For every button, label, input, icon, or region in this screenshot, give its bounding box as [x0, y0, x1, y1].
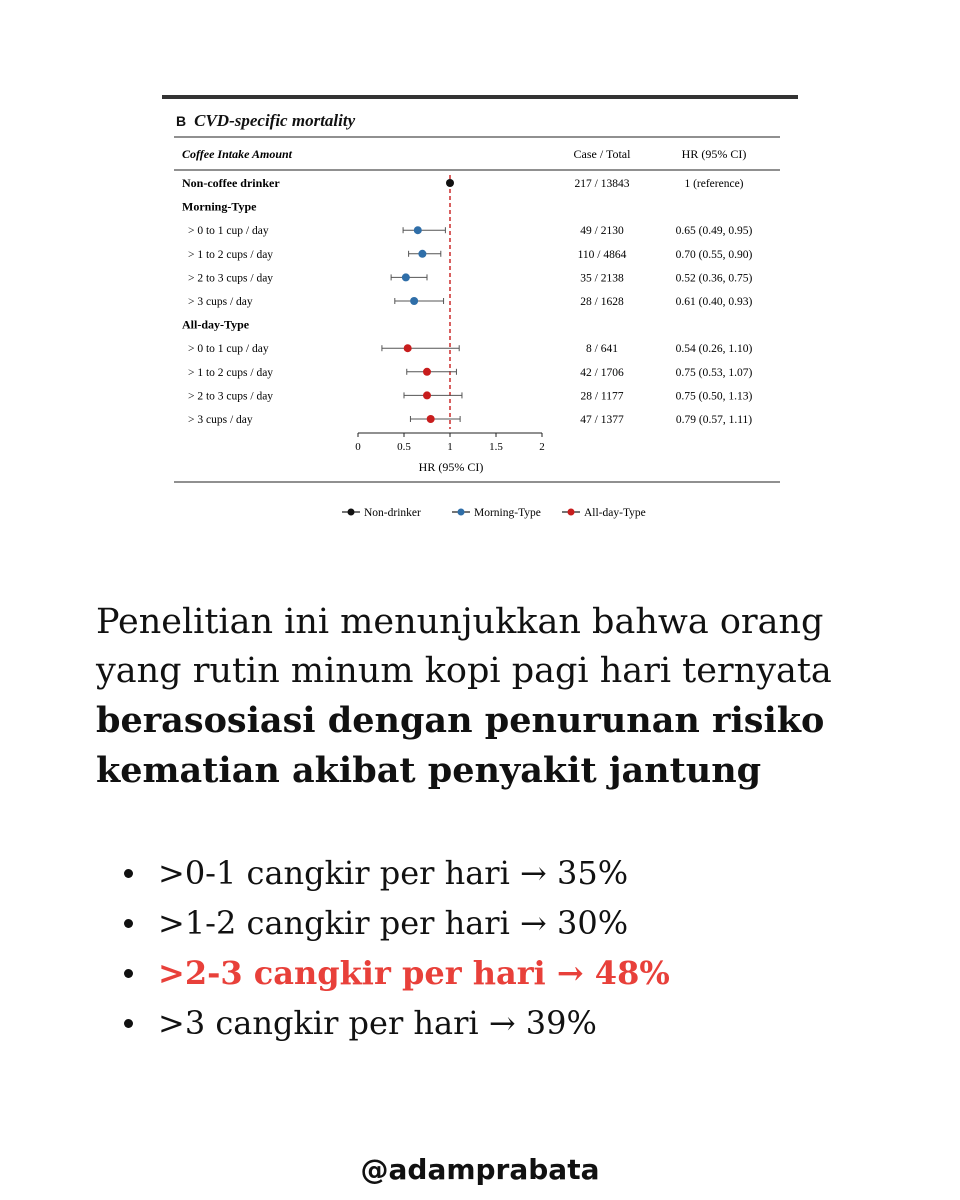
row-4-point-estimate	[402, 273, 410, 281]
row-8-case-total: 42 / 1706	[580, 366, 624, 379]
row-3-point-estimate	[418, 250, 426, 258]
row-7-case-total: 8 / 641	[586, 343, 618, 356]
x-axis-label: HR (95% CI)	[418, 460, 484, 474]
caption-bold-text: berasosiasi dengan penurunan risiko kematian akibat penyakit jantung	[96, 700, 825, 791]
author-handle: @adamprabata	[360, 1153, 600, 1186]
row-0-point-estimate	[446, 179, 454, 187]
row-5-hr-ci: 0.61 (0.40, 0.93)	[675, 296, 753, 308]
col-header-case: Case / Total	[573, 147, 631, 161]
x-tick-label-4: 2	[539, 441, 545, 453]
panel-letter: B	[176, 113, 187, 129]
panel-name: CVD-specific mortality	[194, 111, 356, 130]
row-7-label: > 0 to 1 cup / day	[188, 343, 269, 356]
col-header-label: Coffee Intake Amount	[182, 147, 293, 161]
row-2-case-total: 49 / 2130	[580, 225, 624, 238]
row-3-hr-ci: 0.70 (0.55, 0.90)	[675, 248, 753, 261]
bullet-item-3-plus: >3 cangkir per hari → 39%	[124, 998, 670, 1048]
row-8-hr-ci: 0.75 (0.53, 1.07)	[675, 366, 753, 379]
row-9-hr-ci: 0.75 (0.50, 1.13)	[675, 390, 753, 403]
x-tick-label-3: 1.5	[489, 441, 503, 453]
row-5-label: > 3 cups / day	[188, 296, 253, 308]
row-0-label: Non-coffee drinker	[182, 176, 280, 190]
bullet-item-2-3-highlighted: >2-3 cangkir per hari → 48%	[124, 948, 670, 998]
row-10-hr-ci: 0.79 (0.57, 1.11)	[675, 414, 753, 426]
row-9-point-estimate	[423, 391, 431, 399]
row-10-label: > 3 cups / day	[188, 414, 253, 426]
caption-paragraph	[96, 598, 896, 796]
row-8-label: > 1 to 2 cups / day	[188, 366, 274, 379]
row-8-point-estimate	[423, 368, 431, 376]
row-7-point-estimate	[404, 344, 412, 352]
row-2-point-estimate	[414, 226, 422, 234]
reduction-list	[124, 848, 670, 1048]
legend-label-morning: Morning-Type	[474, 507, 541, 519]
row-9-label: > 2 to 3 cups / day	[188, 390, 274, 403]
row-4-label: > 2 to 3 cups / day	[188, 272, 274, 285]
caption-normal-text: Penelitian ini menunjukkan bahwa orang yang rutin minum kopi pagi hari ternyata	[96, 602, 832, 691]
bullet-item-1-2: >1-2 cangkir per hari → 30%	[124, 898, 670, 948]
legend-label-non: Non-drinker	[364, 507, 421, 519]
row-7-hr-ci: 0.54 (0.26, 1.10)	[675, 343, 753, 356]
legend-label-allday: All-day-Type	[584, 507, 646, 519]
row-6-group-header: All-day-Type	[182, 317, 250, 332]
row-1-group-header: Morning-Type	[182, 199, 257, 214]
row-3-case-total: 110 / 4864	[577, 248, 627, 261]
row-5-point-estimate	[410, 297, 418, 305]
row-2-label: > 0 to 1 cup / day	[188, 225, 269, 238]
row-10-case-total: 47 / 1377	[580, 414, 624, 426]
legend-marker-morning	[458, 509, 465, 516]
legend-marker-allday	[568, 509, 575, 516]
row-0-hr-ci: 1 (reference)	[684, 178, 744, 190]
forest-plot-svg	[162, 95, 798, 535]
col-header-hr: HR (95% CI)	[681, 147, 747, 161]
row-4-case-total: 35 / 2138	[580, 272, 624, 285]
x-tick-label-0: 0	[355, 441, 361, 453]
row-10-point-estimate	[427, 415, 435, 423]
row-9-case-total: 28 / 1177	[580, 390, 624, 403]
forest-plot-figure	[162, 95, 798, 535]
row-2-hr-ci: 0.65 (0.49, 0.95)	[675, 225, 753, 238]
x-tick-label-2: 1	[447, 441, 453, 453]
bullet-item-0-1: >0-1 cangkir per hari → 35%	[124, 848, 670, 898]
row-0-case-total: 217 / 13843	[574, 178, 630, 190]
row-5-case-total: 28 / 1628	[580, 296, 624, 308]
row-4-hr-ci: 0.52 (0.36, 0.75)	[675, 272, 753, 285]
legend-marker-non	[348, 509, 355, 516]
row-3-label: > 1 to 2 cups / day	[188, 248, 274, 261]
x-tick-label-1: 0.5	[397, 441, 411, 453]
